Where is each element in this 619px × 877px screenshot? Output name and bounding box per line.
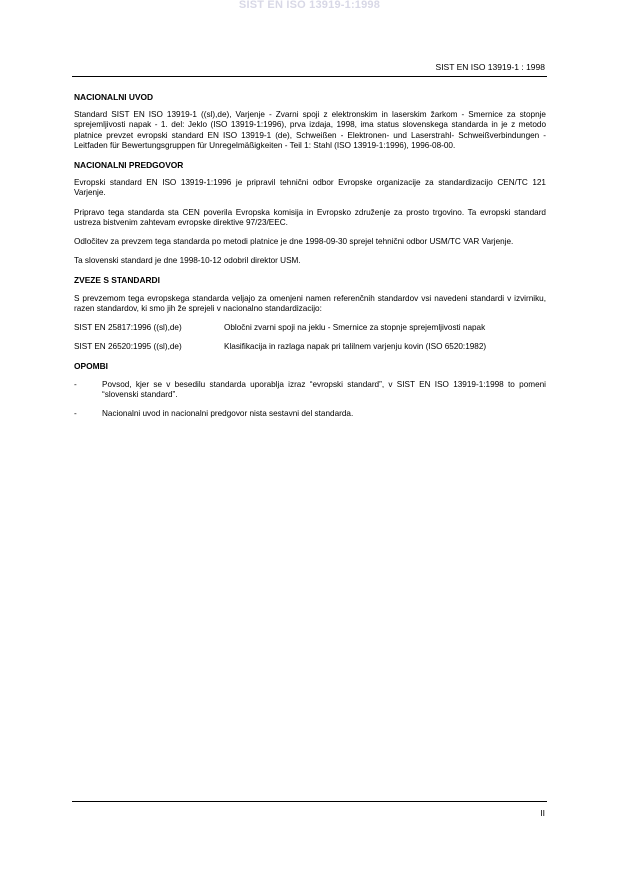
- preface-paragraph: Odločitev za prevzem tega standarda po metodi platnice je dne 1998-09-30 sprejel tehnični odbor USM/TC VAR Varjenje.: [74, 237, 514, 247]
- note-item: [74, 380, 546, 400]
- watermark: SIST EN ISO 13919-1:1998: [238, 0, 381, 11]
- reference-code: SIST EN 26520:1995 ((sl),de): [74, 342, 182, 352]
- preface-paragraph: Evropski standard EN ISO 13919-1:1996 je pripravil tehnični odbor Evropske organizacije za standardizacijo CEN/TC 121 Varjenje.: [74, 178, 546, 198]
- intro-heading: NACIONALNI UVOD: [74, 92, 154, 102]
- note-item: [74, 409, 546, 419]
- page-number: II: [540, 808, 545, 818]
- page-content: [74, 92, 546, 428]
- reference-code: SIST EN 25817:1996 ((sl),de): [74, 323, 182, 333]
- reference-item: [74, 323, 546, 333]
- intro-paragraph: Standard SIST EN ISO 13919-1 ((sl),de), Varjenje - Zvarni spoji z elektronskim in laserskim žarkom - Smernice za stopnje sprejemljivosti napak - 1. del: Jeklo (ISO 13919-1:1996), prva izdaja, 1998, ima status slovenskega standarda in je z metodo platnice prevzet evropski standard EN ISO 13919-1 (de), Schweißen - Elektronen- und Laserstrahl- Schweißverbindungen - Leitfaden für Bewertungsgruppen für Unregelmäßigkeiten - Teil 1: Stahl (ISO 13919-1:1996), 1996-08-00.: [74, 110, 546, 150]
- references-heading: ZVEZE S STANDARDI: [74, 275, 160, 286]
- references-intro: S prevzemom tega evropskega standarda veljajo za omenjeni namen referenčnih standardov vsi navedeni standardi v izvirniku, razen standardov, ki smo jih že sprejeli v nacionalno standardizacijo:: [74, 293, 546, 313]
- note-bullet: -: [74, 379, 77, 389]
- reference-item: [74, 342, 546, 352]
- reference-title: Klasifikacija in razlaga napak pri talilnem varjenju kovin (ISO 6520:1982): [224, 342, 487, 352]
- note-bullet: -: [74, 409, 77, 419]
- header-divider: [72, 76, 547, 77]
- notes-heading: OPOMBI: [74, 361, 108, 372]
- header-document-code: SIST EN ISO 13919-1 : 1998: [435, 62, 545, 72]
- preface-paragraph: Ta slovenski standard je dne 1998-10-12 odobril direktor USM.: [74, 256, 301, 266]
- preface-paragraph: Pripravo tega standarda sta CEN poverila Evropska komisija in Evropsko združenje za prosto trgovino. Ta evropski standard ustreza bistvenim zahtevam evropske direktive 97/23/EEC.: [74, 207, 546, 227]
- footer-divider: [72, 801, 547, 802]
- preface-heading: NACIONALNI PREDGOVOR: [74, 160, 184, 171]
- note-text: Povsod, kjer se v besedilu standarda uporablja izraz “evropski standard”, v SIST EN ISO 13919-1:1998 to pomeni “slovenski standard”.: [102, 379, 546, 399]
- note-text: Nacionalni uvod in nacionalni predgovor nista sestavni del standarda.: [102, 409, 354, 419]
- reference-title: Obločni zvarni spoji na jeklu - Smernice za stopnje sprejemljivosti napak: [224, 323, 486, 333]
